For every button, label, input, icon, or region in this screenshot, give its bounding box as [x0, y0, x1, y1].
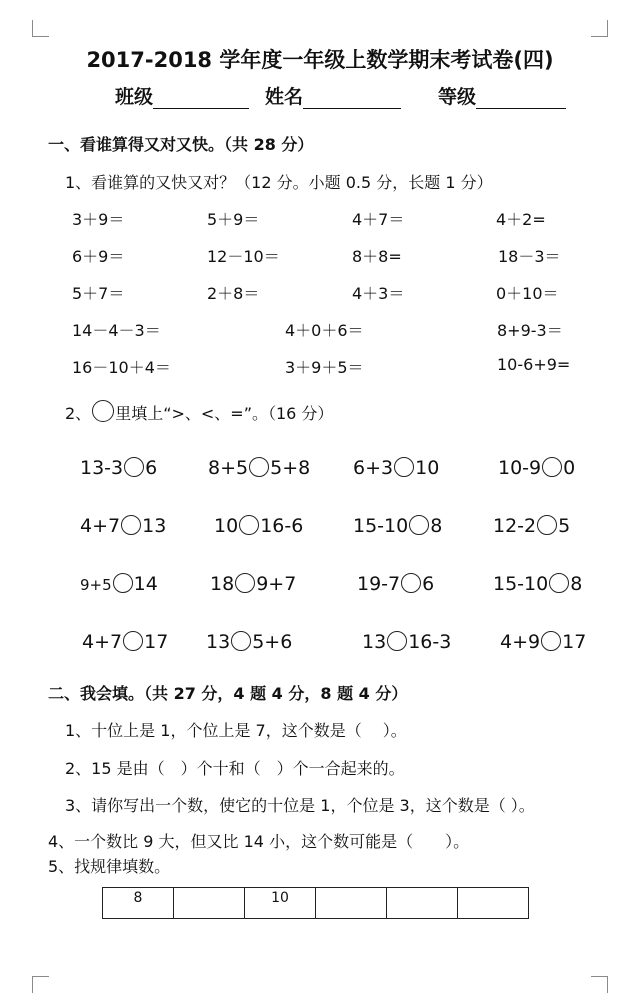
- compare-right: 6: [422, 573, 435, 595]
- grade-label: 等级: [438, 86, 477, 108]
- calc-item: 4＋3＝: [352, 284, 405, 303]
- grade-blank: [476, 88, 566, 109]
- calc-item: 8＋8=: [352, 247, 402, 266]
- compare-item: [498, 457, 575, 479]
- compare-item: [210, 573, 296, 595]
- calc-item: 10-6+9=: [497, 355, 571, 374]
- compare-left: 13: [362, 631, 387, 653]
- crop-mark-top-left: [32, 20, 49, 37]
- sequence-cell[interactable]: 10: [245, 888, 316, 919]
- sequence-table: [102, 887, 529, 919]
- calc-item: 6＋9＝: [72, 247, 125, 266]
- compare-item: [362, 631, 451, 653]
- section-2-heading: 二、我会填。（共 27 分，4 题 4 分，8 题 4 分）: [48, 684, 408, 703]
- grade-field: [438, 82, 566, 109]
- crop-mark-bottom-left: [32, 976, 49, 993]
- compare-right: 0: [563, 457, 576, 479]
- compare-left: 15-10: [353, 515, 409, 537]
- compare-right: 6: [145, 457, 158, 479]
- compare-item: [357, 573, 434, 595]
- compare-item: [493, 515, 570, 537]
- compare-left: 15-10: [493, 573, 549, 595]
- compare-left: 6+3: [353, 457, 394, 479]
- compare-left: 4+7: [80, 515, 121, 537]
- compare-right: 5+6: [252, 631, 293, 653]
- compare-left: 8+5: [208, 457, 249, 479]
- name-label: 姓名: [265, 86, 304, 108]
- compare-right: 10: [415, 457, 440, 479]
- calc-item: 14－4－3＝: [72, 321, 161, 340]
- name-blank: [303, 88, 401, 109]
- compare-item: [353, 515, 442, 537]
- calc-item: 3＋9＋5＝: [285, 358, 364, 377]
- compare-item: [80, 457, 157, 479]
- answer-circle[interactable]: [249, 457, 269, 477]
- answer-circle[interactable]: [401, 573, 421, 593]
- calc-item: 4＋0＋6＝: [285, 321, 364, 340]
- section-1-question-2: [65, 400, 333, 424]
- calc-item: 16－10＋4＝: [72, 358, 171, 377]
- answer-circle[interactable]: [537, 515, 557, 535]
- calc-item: 5＋9＝: [207, 210, 260, 229]
- calc-item: 4＋2=: [496, 210, 546, 229]
- compare-item: [214, 515, 303, 537]
- answer-circle[interactable]: [394, 457, 414, 477]
- answer-circle[interactable]: [235, 573, 255, 593]
- exam-title: 2017-2018 学年度一年级上数学期末考试卷(四): [86, 48, 554, 72]
- compare-right: 5: [558, 515, 571, 537]
- calc-item: 8+9-3＝: [497, 321, 563, 340]
- sequence-cell[interactable]: 8: [103, 888, 174, 919]
- answer-circle[interactable]: [387, 631, 407, 651]
- sequence-cell[interactable]: [387, 888, 458, 919]
- question-2-instruction: 里填上“>、<、=”。（16 分）: [115, 404, 334, 423]
- calc-item: 2＋8＝: [207, 284, 260, 303]
- compare-right: 16-6: [260, 515, 304, 537]
- compare-item: [208, 457, 310, 479]
- compare-item: [500, 631, 586, 653]
- section-2-question-1: 1、十位上是 1，个位上是 7，这个数是（ ）。: [65, 721, 407, 740]
- compare-right: 9+7: [256, 573, 297, 595]
- compare-left: 10: [214, 515, 239, 537]
- compare-right: 16-3: [408, 631, 452, 653]
- crop-mark-bottom-right: [591, 976, 608, 993]
- class-blank: [153, 88, 249, 109]
- calc-item: 12－10＝: [207, 247, 280, 266]
- compare-left: 9+5: [80, 576, 112, 594]
- compare-item: [80, 573, 158, 595]
- crop-mark-top-right: [591, 20, 608, 37]
- compare-right: 8: [430, 515, 443, 537]
- compare-left: 10-9: [498, 457, 542, 479]
- sequence-cell[interactable]: [316, 888, 387, 919]
- compare-left: 13-3: [80, 457, 124, 479]
- compare-item: [80, 515, 166, 537]
- compare-item: [82, 631, 168, 653]
- section-2-question-5: 5、找规律填数。: [48, 857, 171, 876]
- compare-left: 4+9: [500, 631, 541, 653]
- name-field: [265, 82, 401, 109]
- compare-right: 17: [562, 631, 587, 653]
- compare-right: 14: [133, 573, 158, 595]
- calc-item: 0＋10＝: [496, 284, 559, 303]
- compare-item: [493, 573, 582, 595]
- class-field: [115, 82, 249, 109]
- answer-circle[interactable]: [549, 573, 569, 593]
- compare-left: 12-2: [493, 515, 537, 537]
- answer-circle[interactable]: [541, 631, 561, 651]
- compare-right: 5+8: [270, 457, 311, 479]
- compare-left: 4+7: [82, 631, 123, 653]
- answer-circle[interactable]: [123, 631, 143, 651]
- calc-item: 5＋7＝: [72, 284, 125, 303]
- answer-circle[interactable]: [113, 573, 133, 593]
- compare-item: [206, 631, 292, 653]
- compare-right: 17: [144, 631, 169, 653]
- answer-circle[interactable]: [231, 631, 251, 651]
- section-1-question-1: 1、看谁算的又快又对？（12 分。小题 0.5 分，长题 1 分）: [65, 173, 493, 192]
- sequence-cell[interactable]: [174, 888, 245, 919]
- question-2-prefix: 2、: [65, 404, 92, 423]
- compare-left: 19-7: [357, 573, 401, 595]
- answer-circle[interactable]: [409, 515, 429, 535]
- answer-circle[interactable]: [124, 457, 144, 477]
- section-2-question-2: 2、15 是由（ ）个十和（ ）个一合起来的。: [65, 759, 405, 778]
- circle-icon: [92, 400, 114, 422]
- sequence-cell[interactable]: [458, 888, 529, 919]
- compare-left: 18: [210, 573, 235, 595]
- answer-circle[interactable]: [542, 457, 562, 477]
- section-2-question-4: 4、一个数比 9 大，但又比 14 小，这个数可能是（ ）。: [48, 832, 470, 851]
- table-row: [103, 888, 529, 919]
- compare-right: 8: [570, 573, 583, 595]
- compare-left: 13: [206, 631, 231, 653]
- section-1-heading: 一、看谁算得又对又快。（共 28 分）: [48, 135, 314, 154]
- calc-item: 4＋7＝: [352, 210, 405, 229]
- class-label: 班级: [115, 86, 154, 108]
- answer-circle[interactable]: [239, 515, 259, 535]
- compare-right: 13: [142, 515, 167, 537]
- answer-circle[interactable]: [121, 515, 141, 535]
- section-2-question-3: 3、请你写出一个数，使它的十位是 1，个位是 3，这个数是（ ）。: [65, 796, 535, 815]
- calc-item: 18－3＝: [498, 247, 561, 266]
- calc-item: 3＋9＝: [72, 210, 125, 229]
- compare-item: [353, 457, 439, 479]
